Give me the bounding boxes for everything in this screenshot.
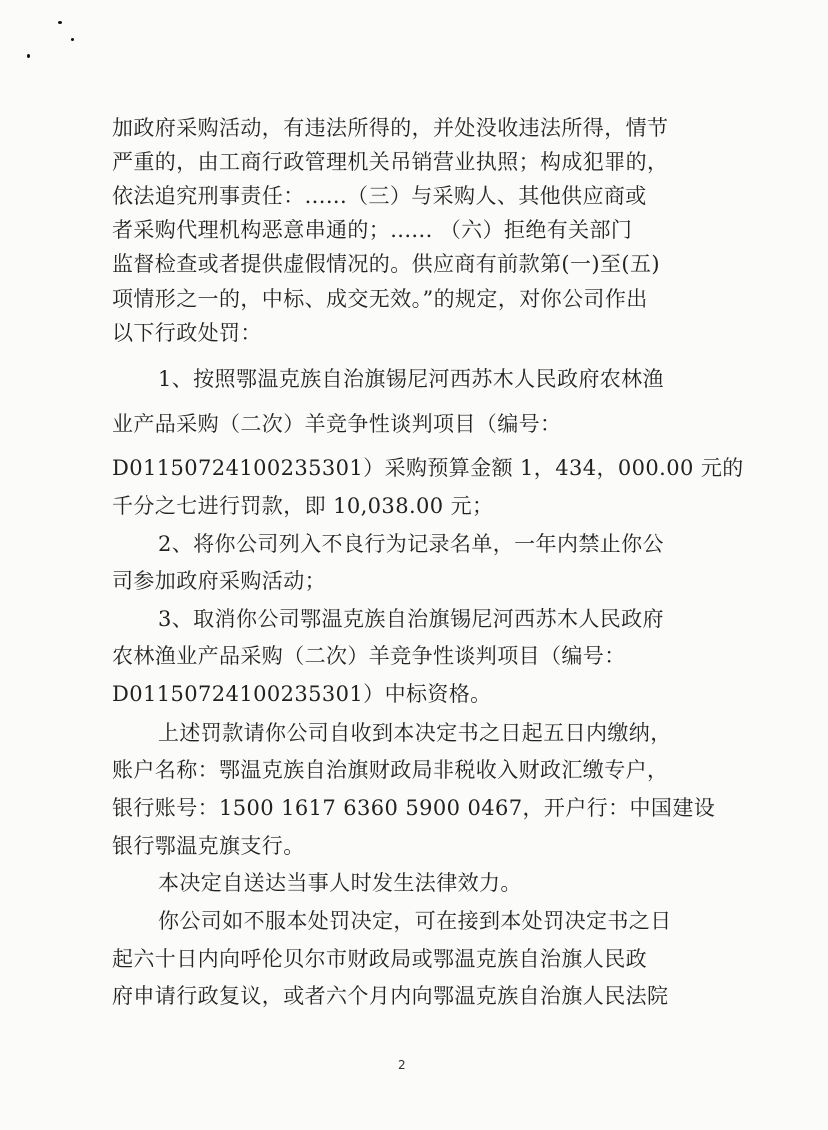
text-line: 千分之七进行罚款，即 10,038.00 元； bbox=[112, 494, 494, 518]
text-line: 司参加政府采购活动； bbox=[112, 569, 326, 593]
text-line: 1、按照鄂温克族自治旗锡尼河西苏木人民政府农林渔 bbox=[158, 367, 664, 391]
text-line: 起六十日内向呼伦贝尔市财政局或鄂温克族自治旗人民政 bbox=[112, 947, 647, 971]
text-line: 以下行政处罚： bbox=[112, 321, 262, 345]
page-number: 2 bbox=[398, 1058, 406, 1072]
text-line: 严重的，由工商行政管理机关吊销营业执照；构成犯罪的， bbox=[112, 150, 669, 174]
text-line: 本决定自送达当事人时发生法律效力。 bbox=[158, 871, 522, 895]
scan-speck bbox=[58, 21, 62, 24]
text-line: 3、取消你公司鄂温克族自治旗锡尼河西苏木人民政府 bbox=[158, 607, 664, 631]
text-line: 府申请行政复议，或者六个月内向鄂温克族自治旗人民法院 bbox=[112, 984, 669, 1008]
text-line: 者采购代理机构恶意串通的；...... （六）拒绝有关部门 bbox=[112, 218, 633, 242]
text-line: 银行鄂温克旗支行。 bbox=[112, 834, 305, 858]
scan-speck bbox=[71, 38, 74, 41]
text-line: 依法追究刑事责任：......（三）与采购人、其他供应商或 bbox=[112, 184, 647, 208]
text-line: D01150724100235301）采购预算金额 1，434，000.00 元的 bbox=[112, 456, 744, 480]
scan-speck bbox=[27, 54, 30, 58]
text-line: 账户名称：鄂温克族自治旗财政局非税收入财政汇缴专户， bbox=[112, 758, 669, 782]
text-line: D01150724100235301）中标资格。 bbox=[112, 682, 492, 706]
text-line: 农林渔业产品采购（二次）羊竞争性谈判项目（编号： bbox=[112, 644, 626, 668]
text-line: 监督检查或者提供虚假情况的。供应商有前款第(一)至(五) bbox=[112, 252, 660, 276]
text-line: 银行账号：1500 1617 6360 5900 0467，开户行：中国建设 bbox=[112, 796, 716, 820]
text-line: 项情形之一的，中标、成交无效。”的规定，对你公司作出 bbox=[112, 287, 648, 311]
text-line: 业产品采购（二次）羊竞争性谈判项目（编号： bbox=[112, 412, 562, 436]
text-line: 你公司如不服本处罚决定，可在接到本处罚决定书之日 bbox=[158, 909, 672, 933]
text-line: 2、将你公司列入不良行为记录名单，一年内禁止你公 bbox=[158, 532, 664, 556]
text-line: 上述罚款请你公司自收到本决定书之日起五日内缴纳， bbox=[158, 721, 672, 745]
text-line: 加政府采购活动，有违法所得的，并处没收违法所得，情节 bbox=[112, 116, 669, 140]
